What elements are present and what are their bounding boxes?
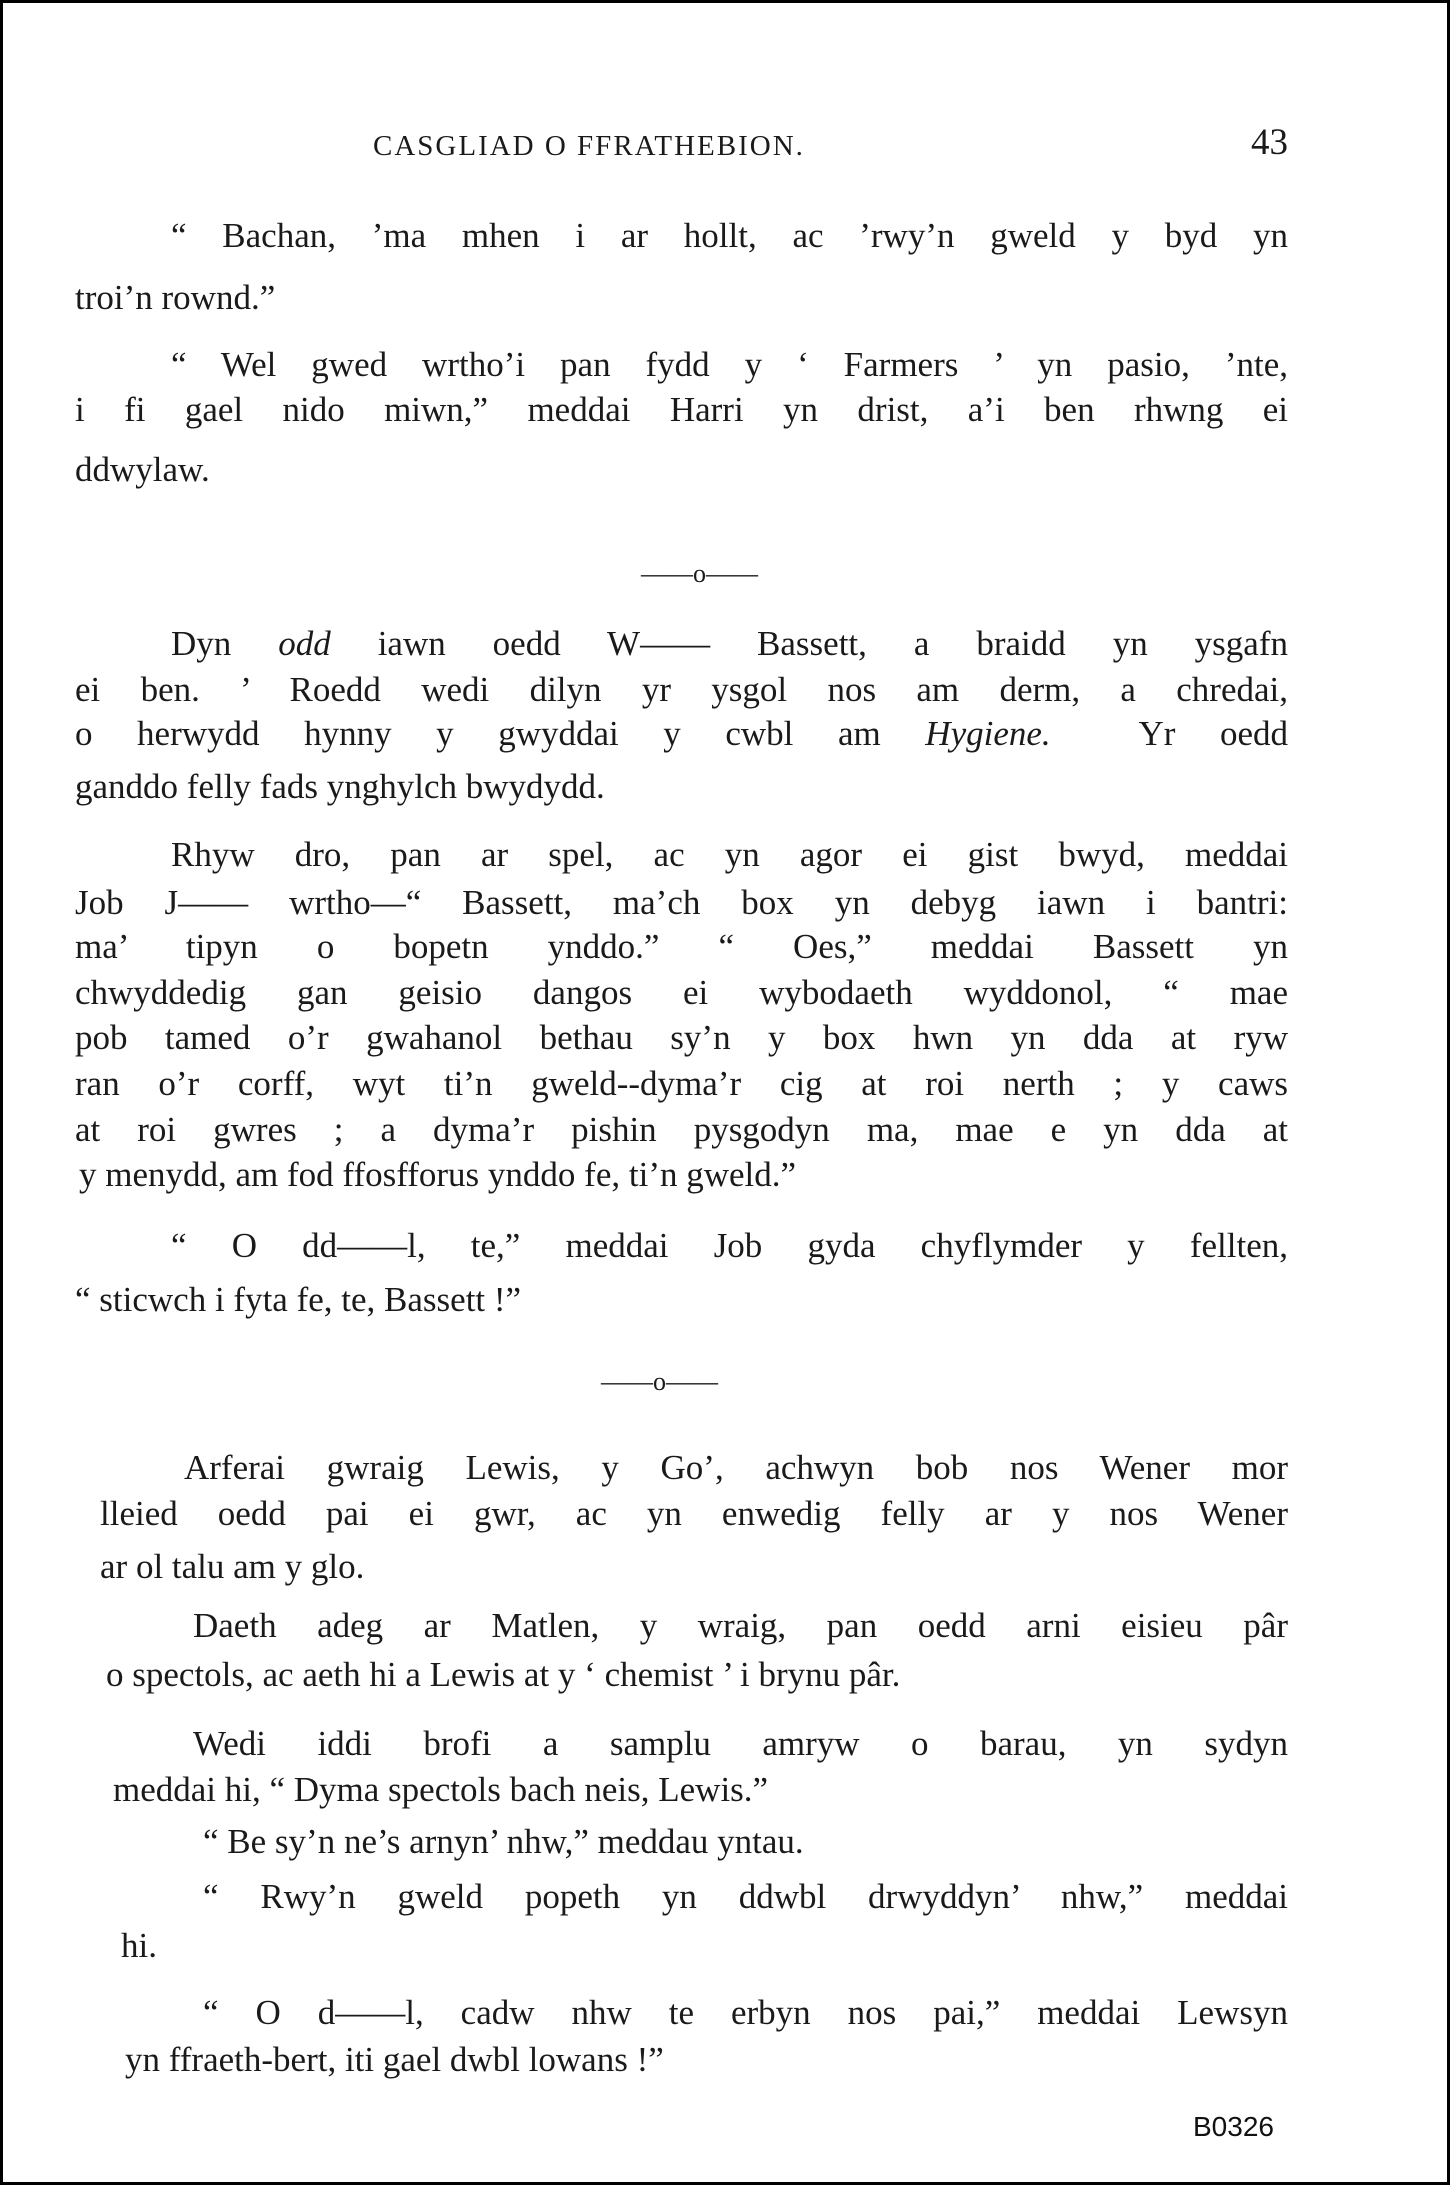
text-line: Job J—— wrtho—“ Bassett, ma’ch box yn debyg iawn i bantri: <box>75 883 1288 922</box>
text-segment: iawn oedd W—— Bassett, a braidd yn ysgafn <box>330 624 1288 663</box>
text-line: “ Wel gwed wrtho’i pan fydd y ‘ Farmers ’ yn pasio, ’nte, <box>171 345 1288 384</box>
text-line: ganddo felly fads ynghylch bwydydd. <box>75 767 605 806</box>
text-line: y menydd, am fod ffosfforus ynddo fe, ti’n gweld.” <box>79 1155 797 1194</box>
text-line <box>171 619 1288 669</box>
text-line: ran o’r corff, wyt ti’n gweld--dyma’r cig at roi nerth ; y caws <box>75 1064 1288 1103</box>
text-line: at roi gwres ; a dyma’r pishin pysgodyn ma, mae e yn dda at <box>75 1110 1288 1149</box>
text-segment: Dyn <box>171 624 279 663</box>
text-line: “ O dd——l, te,” meddai Job gyda chyflymder y fellten, <box>171 1226 1288 1265</box>
text-line: “ Rwy’n gweld popeth yn ddwbl drwyddyn’ nhw,” meddai <box>203 1877 1288 1916</box>
text-line: “ sticwch i fyta fe, te, Bassett !” <box>75 1280 522 1319</box>
text-line <box>75 709 1288 759</box>
page-number: 43 <box>1251 122 1288 163</box>
footer-code: B0326 <box>1193 2111 1274 2142</box>
text-segment: Yr oedd <box>1050 714 1289 753</box>
running-title: CASGLIAD O FFRATHEBION. <box>373 130 805 162</box>
text-line: hi. <box>121 1926 157 1965</box>
text-line: Arferai gwraig Lewis, y Go’, achwyn bob nos Wener mor <box>184 1448 1288 1487</box>
text-line: ma’ tipyn o bopetn ynddo.” “ Oes,” meddai Bassett yn <box>75 927 1288 966</box>
text-line: “ Be sy’n ne’s arnyn’ nhw,” meddau yntau. <box>203 1822 804 1861</box>
text-line: Wedi iddi brofi a samplu amryw o barau, yn sydyn <box>193 1724 1288 1763</box>
italic-word: Hygiene. <box>925 714 1051 753</box>
text-line: ar ol talu am y glo. <box>100 1547 365 1586</box>
text-line: i fi gael nido miwn,” meddai Harri yn drist, a’i ben rhwng ei <box>75 390 1288 429</box>
italic-word: odd <box>278 624 331 663</box>
section-separator: ——o—— <box>641 559 758 588</box>
text-line: ddwylaw. <box>75 450 210 489</box>
text-line: lleied oedd pai ei gwr, ac yn enwedig felly ar y nos Wener <box>100 1494 1288 1533</box>
text-line: “ Bachan, ’ma mhen i ar hollt, ac ’rwy’n gweld y byd yn <box>171 216 1288 255</box>
text-line: meddai hi, “ Dyma spectols bach neis, Lewis.” <box>113 1770 769 1809</box>
text-line: Rhyw dro, pan ar spel, ac yn agor ei gist bwyd, meddai <box>171 835 1288 874</box>
text-line: yn ffraeth-bert, iti gael dwbl lowans !” <box>125 2040 664 2079</box>
text-line: “ O d——l, cadw nhw te erbyn nos pai,” meddai Lewsyn <box>203 1993 1288 2032</box>
text-line: Daeth adeg ar Matlen, y wraig, pan oedd arni eisieu pâr <box>193 1606 1288 1645</box>
section-separator: ——o—— <box>601 1367 718 1396</box>
text-segment: o herwydd hynny y gwyddai y cwbl am <box>75 714 926 753</box>
text-line: pob tamed o’r gwahanol bethau sy’n y box hwn yn dda at ryw <box>75 1018 1288 1057</box>
text-line: ei ben. ’ Roedd wedi dilyn yr ysgol nos am derm, a chredai, <box>75 670 1288 709</box>
text-line: o spectols, ac aeth hi a Lewis at y ‘ chemist ’ i brynu pâr. <box>106 1655 901 1694</box>
text-line: troi’n rownd.” <box>75 278 276 317</box>
text-line: chwyddedig gan geisio dangos ei wybodaeth wyddonol, “ mae <box>75 973 1288 1012</box>
